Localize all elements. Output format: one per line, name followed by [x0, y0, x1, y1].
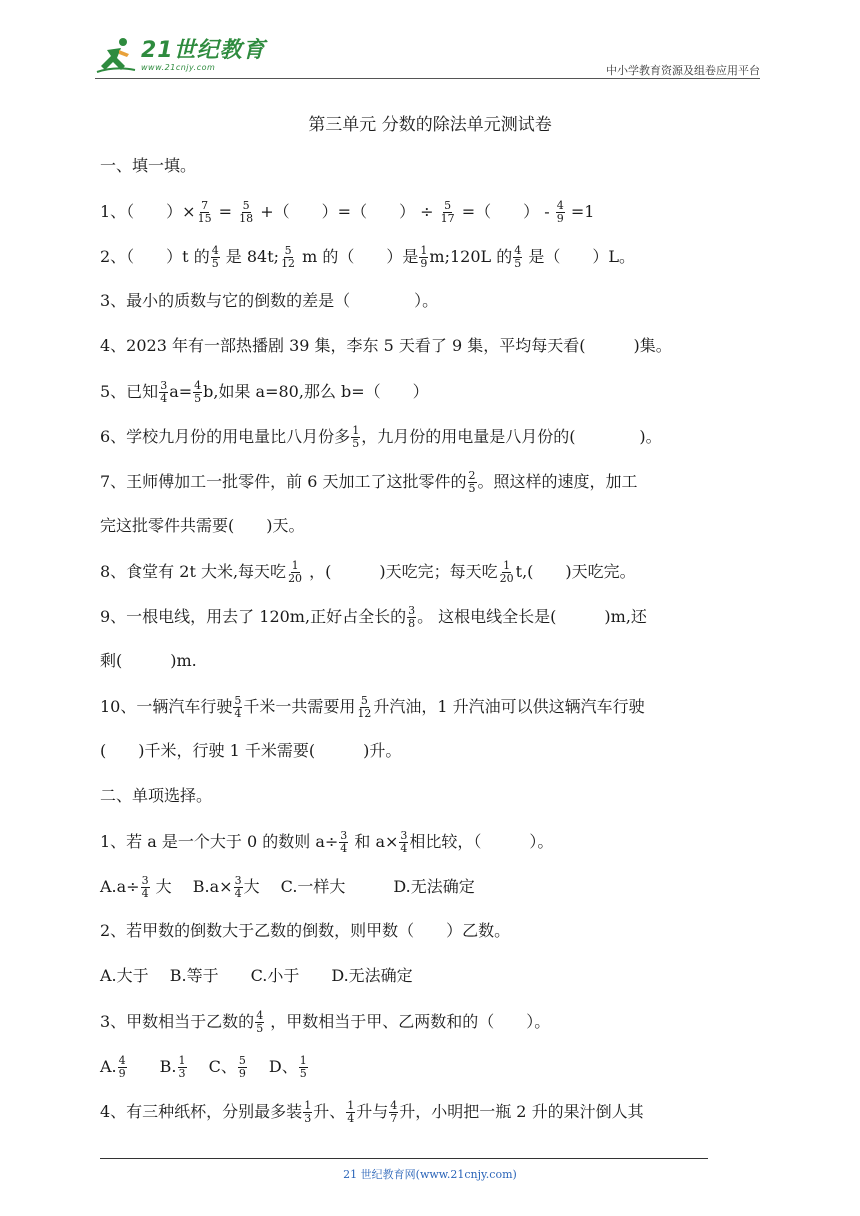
fraction: $\frac{3}{8}$ [408, 604, 416, 630]
fraction: $\frac{4}{5}$ [211, 244, 219, 270]
s2-question-4: 4、有三种纸杯，分别最多装 $\frac{1}{3}$ 升、 $\frac{1}{4}$ 升与 $\frac{4}{7}$ 升，小明把一瓶 2 升的果汁倒人其 [100, 1099, 644, 1125]
s2-question-1: 1、若 a 是一个大于 0 的数则 a÷ $\frac{3}{4}$ 和 a× $\frac{3}{4}$ 相比较，（ ）。 [100, 829, 554, 855]
fraction: $\frac{2}{5}$ [468, 469, 476, 495]
s1-question-5: 5、已知 $\frac{3}{4}$ a= $\frac{4}{5}$ b,如果 a=80,那么 b=（ ） [100, 379, 429, 405]
fraction: $\frac{1}{5}$ [352, 424, 360, 450]
s2-question-1-options: A.a÷ $\frac{3}{4}$ 大 B.a× $\frac{3}{4}$ 大 C.一样大 D.无法确定 [100, 874, 475, 900]
s2-question-2: 2、若甲数的倒数大于乙数的倒数，则甲数（ ）乙数。 [100, 921, 511, 940]
fraction: $\frac{3}{4}$ [160, 379, 168, 405]
page-title: 第三单元 分数的除法单元测试卷 [308, 115, 552, 135]
logo-url: www.21cnjy.com [141, 63, 216, 72]
section1-heading: 一、填一填。 [100, 156, 197, 175]
s2-question-3-options: A. $\frac{4}{9}$ B. $\frac{1}{3}$ C、 $\frac{5}{9}$ D、 $\frac{1}{5}$ [100, 1054, 307, 1080]
fraction: $\frac{5}{4}$ [234, 694, 242, 720]
logo-wordmark: 21世纪教育 [141, 38, 266, 63]
fraction: $\frac{5}{9}$ [238, 1054, 246, 1080]
footer-divider [100, 1158, 708, 1159]
s1-question-7-cont: 完这批零件共需要( )天。 [100, 516, 305, 535]
fraction: $\frac{5}{12}$ [357, 694, 372, 720]
s1-question-4: 4、2023 年有一部热播剧 39 集，李东 5 天看了 9 集，平均每天看( )集。 [100, 336, 672, 355]
s1-question-3: 3、最小的质数与它的倒数的差是（ ）。 [100, 291, 439, 310]
fraction: $\frac{5}{12}$ [281, 244, 296, 270]
s1-question-7: 7、王师傅加工一批零件，前 6 天加工了这批零件的 $\frac{2}{5}$ 。照这样的速度，加工 [100, 469, 638, 495]
fraction: $\frac{3}{4}$ [400, 829, 408, 855]
s2-question-3: 3、甲数相当于乙数的 $\frac{4}{5}$ ，甲数相当于甲、乙两数和的（ ）。 [100, 1009, 551, 1035]
fraction: $\frac{1}{4}$ [347, 1099, 355, 1125]
fraction: $\frac{3}{4}$ [234, 874, 242, 900]
fraction: $\frac{5}{17}$ [440, 199, 455, 225]
s1-question-9-cont: 剩( )m. [100, 651, 197, 670]
s1-question-6: 6、学校九月份的用电量比八月份多 $\frac{1}{5}$ ，九月份的用电量是八月份的( )。 [100, 424, 662, 450]
fraction: $\frac{1}{3}$ [304, 1099, 312, 1125]
fraction: $\frac{4}{5}$ [514, 244, 522, 270]
fraction: $\frac{3}{4}$ [141, 874, 149, 900]
fraction: $\frac{4}{5}$ [194, 379, 202, 405]
fraction: $\frac{1}{9}$ [420, 244, 428, 270]
fraction: $\frac{1}{20}$ [288, 559, 303, 585]
runner-logo-icon [95, 36, 137, 76]
s2-question-2-options: A.大于 B.等于 C.小于 D.无法确定 [100, 966, 413, 985]
s1-question-1: 1、（ ）× $\frac{7}{15}$ = $\frac{5}{18}$ +（ ）=（ ） ÷ $\frac{5}{17}$ =（ ） - $\frac{4}{9}$ =1 [100, 199, 595, 225]
fraction: $\frac{1}{3}$ [178, 1054, 186, 1080]
fraction: $\frac{3}{4}$ [340, 829, 348, 855]
s1-question-2: 2、（ ）t 的 $\frac{4}{5}$ 是 84t; $\frac{5}{12}$ m 的（ ）是 $\frac{1}{9}$ m;120L 的 $\frac{4}{5}$ 是（ ）L。 [100, 244, 635, 270]
fraction: $\frac{4}{9}$ [118, 1054, 126, 1080]
s1-question-10-cont: ( )千米，行驶 1 千米需要( )升。 [100, 741, 402, 760]
platform-tagline: 中小学教育资源及组卷应用平台 [606, 64, 760, 77]
fraction: $\frac{1}{5}$ [299, 1054, 307, 1080]
section2-heading: 二、单项选择。 [100, 786, 213, 805]
fraction: $\frac{4}{7}$ [390, 1099, 398, 1125]
logo [95, 36, 266, 76]
fraction: $\frac{1}{20}$ [499, 559, 514, 585]
fraction: $\frac{5}{18}$ [239, 199, 254, 225]
fraction: $\frac{7}{15}$ [197, 199, 212, 225]
fraction: $\frac{4}{9}$ [556, 199, 564, 225]
page-header [95, 30, 760, 80]
s1-question-8: 8、食堂有 2t 大米,每天吃 $\frac{1}{20}$ ，( )天吃完；每天吃 $\frac{1}{20}$ t,( )天吃完。 [100, 559, 636, 585]
s1-question-10: 10、一辆汽车行驶 $\frac{5}{4}$ 千米一共需要用 $\frac{5}{12}$ 升汽油，1 升汽油可以供这辆汽车行驶 [100, 694, 645, 720]
header-divider [95, 78, 760, 79]
s1-question-9: 9、一根电线，用去了 120m,正好占全长的 $\frac{3}{8}$ 。 这根电线全长是( )m,还 [100, 604, 647, 630]
fraction: $\frac{4}{5}$ [256, 1009, 264, 1035]
footer-link[interactable]: 21 世纪教育网(www.21cnjy.com) [343, 1168, 517, 1181]
